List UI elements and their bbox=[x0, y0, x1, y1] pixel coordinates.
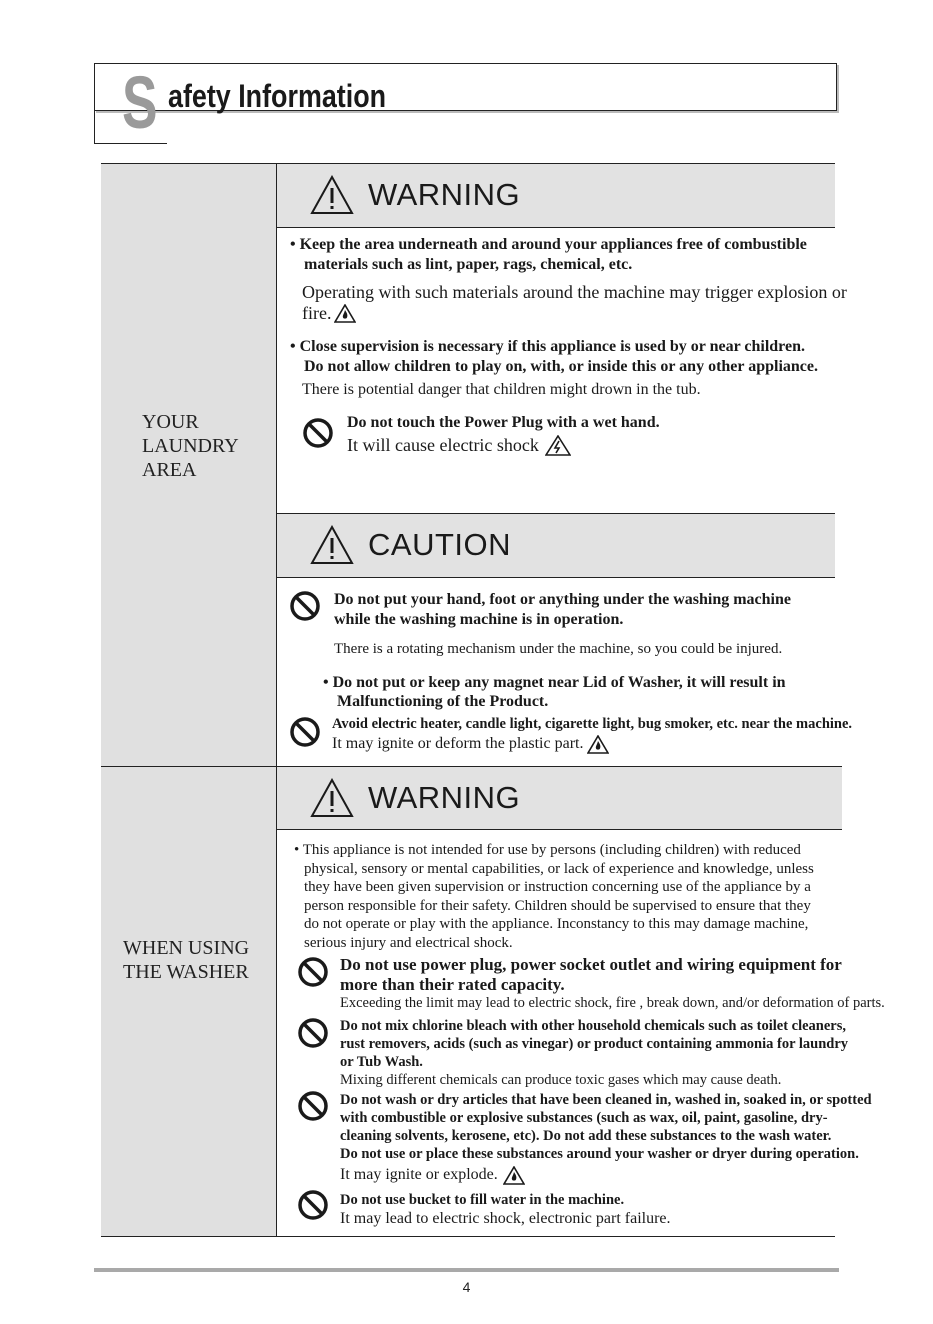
warning-bullet-text: • Keep the area underneath and around your appliances free of combustible bbox=[290, 236, 807, 253]
page-number: 4 bbox=[462, 1279, 471, 1295]
warning-text: Do not use power plug, power socket outlet and wiring equipment for bbox=[340, 955, 842, 974]
warning-note: Mixing different chemicals can produce toxic gases which may cause death. bbox=[340, 1072, 782, 1088]
caution-note: It may ignite or deform the plastic part. bbox=[332, 734, 609, 754]
prohibition-icon bbox=[297, 1090, 329, 1122]
warning-intro-line: do not operate or play with the appliance. Inconstancy to this may damage machine, bbox=[304, 916, 809, 932]
prohibition-text: Do not touch the Power Plug with a wet hand. bbox=[347, 414, 660, 431]
divider bbox=[277, 577, 835, 578]
warning-triangle-icon bbox=[310, 778, 354, 818]
section-label-laundry-area: YOUR LAUNDRY AREA bbox=[142, 411, 239, 481]
warning-title: WARNING bbox=[368, 780, 521, 815]
warning-text: with combustible or explosive substances (such as wax, oil, paint, gasoline, dry- bbox=[340, 1110, 828, 1126]
fire-hazard-icon bbox=[587, 735, 609, 754]
column-divider bbox=[276, 163, 277, 1237]
electric-shock-icon bbox=[545, 435, 571, 456]
warning-intro-line: serious injury and electrical shock. bbox=[304, 935, 513, 951]
divider bbox=[101, 163, 835, 164]
page-title: afety Information bbox=[168, 78, 387, 114]
warning-text: more than their rated capacity. bbox=[340, 975, 565, 994]
warning-intro-line: physical, sensory or mental capabilities, or lack of experience and knowledge, unless bbox=[304, 861, 814, 877]
divider bbox=[277, 829, 842, 830]
footer-bar bbox=[94, 1268, 839, 1272]
section-label-cell-using-washer bbox=[101, 767, 276, 1236]
section-label-using-washer: WHEN USING THE WASHER bbox=[123, 937, 250, 983]
prohibition-note: It will cause electric shock bbox=[347, 434, 571, 456]
caution-note: There is a rotating mechanism under the machine, so you could be injured. bbox=[334, 641, 783, 657]
warning-header-1 bbox=[310, 172, 520, 218]
warning-triangle-icon bbox=[310, 175, 354, 215]
warning-header-2 bbox=[310, 775, 520, 821]
prohibition-icon bbox=[297, 1017, 329, 1049]
caution-bullet-text: Malfunctioning of the Product. bbox=[337, 693, 549, 710]
fire-hazard-icon bbox=[503, 1166, 525, 1185]
warning-text: Do not mix chlorine bleach with other household chemicals such as toilet cleaners, bbox=[340, 1018, 847, 1034]
divider bbox=[277, 513, 835, 514]
warning-text: Do not use or place these substances around your washer or dryer during operation. bbox=[340, 1146, 859, 1162]
warning-note: It may lead to electric shock, electronic part failure. bbox=[340, 1210, 671, 1227]
warning-text: or Tub Wash. bbox=[340, 1054, 423, 1070]
warning-note: It may ignite or explode. bbox=[340, 1165, 525, 1185]
warning-intro-line: • This appliance is not intended for use by persons (including children) with reduced bbox=[294, 842, 801, 858]
warning-bullet-text: • Close supervision is necessary if this appliance is used by or near children. bbox=[290, 338, 805, 355]
caution-text: Do not put your hand, foot or anything under the washing machine bbox=[334, 591, 791, 608]
warning-triangle-icon bbox=[310, 525, 354, 565]
title-initial-letter: S bbox=[122, 61, 158, 144]
warning-bullet-text: materials such as lint, paper, rags, chemical, etc. bbox=[304, 256, 633, 273]
divider bbox=[101, 1236, 835, 1237]
prohibition-icon bbox=[297, 1189, 329, 1221]
warning-intro-line: they have been given supervision or instruction concerning use of the appliance by a bbox=[304, 879, 811, 895]
caution-bullet-text: • Do not put or keep any magnet near Lid of Washer, it will result in bbox=[323, 674, 786, 691]
divider bbox=[101, 766, 842, 767]
warning-text: cleaning solvents, kerosene, etc). Do not add these substances to the wash water. bbox=[340, 1128, 832, 1144]
caution-header bbox=[310, 522, 511, 568]
caution-title: CAUTION bbox=[368, 527, 511, 562]
prohibition-icon bbox=[289, 590, 321, 622]
caution-text: while the washing machine is in operation. bbox=[334, 611, 624, 628]
warning-title: WARNING bbox=[368, 177, 521, 212]
prohibition-icon bbox=[302, 417, 334, 449]
fire-hazard-icon bbox=[334, 304, 356, 323]
warning-text: rust removers, acids (such as vinegar) or product containing ammonia for laundry bbox=[340, 1036, 849, 1052]
warning-note: Exceeding the limit may lead to electric shock, fire , break down, and/or deformation of parts. bbox=[340, 995, 885, 1011]
caution-text: Avoid electric heater, candle light, cigarette light, bug smoker, etc. near the machine. bbox=[332, 716, 853, 732]
prohibition-icon bbox=[289, 716, 321, 748]
warning-note: Operating with such materials around the machine may trigger explosion or bbox=[302, 282, 847, 302]
warning-intro-line: person responsible for their safety. Children should be supervised to ensure that they bbox=[304, 898, 811, 914]
divider bbox=[277, 227, 835, 228]
warning-note: fire. bbox=[302, 302, 356, 324]
warning-text: Do not wash or dry articles that have been cleaned in, washed in, soaked in, or spotted bbox=[340, 1092, 872, 1108]
prohibition-icon bbox=[297, 956, 329, 988]
warning-text: Do not use bucket to fill water in the machine. bbox=[340, 1192, 625, 1208]
warning-bullet-text: Do not allow children to play on, with, or inside this or any other appliance. bbox=[304, 358, 818, 375]
warning-note: There is potential danger that children might drown in the tub. bbox=[302, 381, 701, 398]
